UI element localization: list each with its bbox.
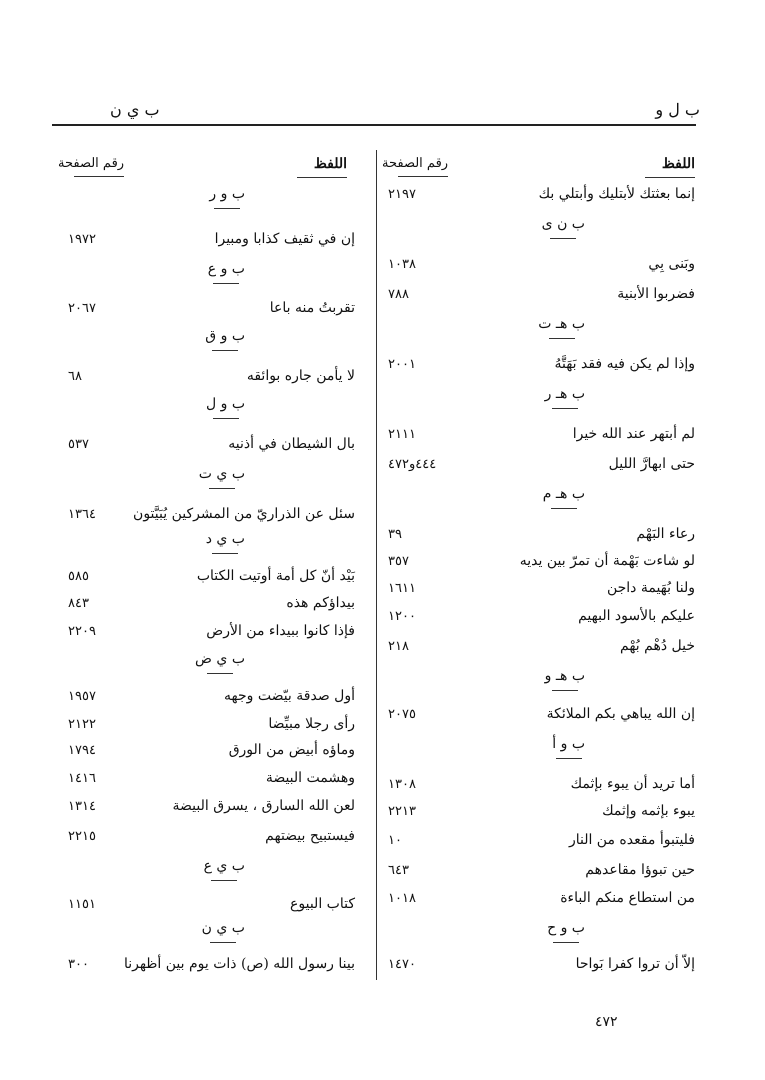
index-entry: بَيْد أنّ كل أمة أوتيت الكتاب [196,568,355,584]
index-entry: إن في ثقيف كذابا ومبيرا [214,231,355,247]
index-entry: حتى ابهارَّ الليل [608,456,695,472]
index-entry: بينا رسول الله (ص) ذات يوم بين أظهرنا [123,956,355,972]
root-heading: ب ي ض [195,651,245,674]
index-entry: إنما بعثتك لأبتليك وأبتلي بك [538,186,695,202]
page-reference: ١٠٣٨ [388,257,416,272]
index-entry: ولنا بُهَيمة داجن [606,580,695,596]
index-entry: وإذا لم يكن فيه فقد بَهَتَّهُ [554,356,695,372]
page-reference: ٥٨٥ [68,569,89,584]
index-entry: إن الله يباهي بكم الملائكة [546,706,695,722]
index-entry: لعن الله السارق ، يسرق البيضة [172,798,355,814]
index-entry: فيستبيح بيضتهم [265,828,355,844]
index-entry: يبوء بإثمه وإثمك [602,803,695,819]
header-divider [52,124,696,126]
page-reference: ٢١١١ [388,427,416,442]
index-entry: أول صدقة بيّضت وجهه [224,688,355,704]
index-entry: إلاّ أن تروا كفرا بَواحا [575,956,695,972]
index-entry: فضربوا الأبنية [617,286,695,302]
page-reference: ٦٨ [68,369,82,384]
page-reference: ١٩٥٧ [68,689,96,704]
page-reference: ٢٢١٣ [388,804,416,819]
page-number: ٤٧٢ [595,1014,618,1030]
page-reference: ٨٤٣ [68,596,89,611]
index-entry: بيداؤكم هذه [286,595,355,611]
root-heading: ب و ع [208,261,245,284]
column-divider [376,150,377,980]
root-heading: ب ي د [206,531,245,554]
index-entry: فإذا كانوا ببيداء من الأرض [206,623,355,639]
page-reference: ٢٠٦٧ [68,301,96,316]
right-page-header: رقم الصفحة [382,156,448,177]
header-root-left: ب ي ن [110,100,160,119]
page-reference: ١٠١٨ [388,891,416,906]
page-reference: ٢٢٠٩ [68,624,96,639]
root-heading: ب هـ م [543,486,585,509]
index-entry: رعاء البَهْم [636,526,695,542]
header-root-right: ب ل و [655,100,700,119]
left-page-header: رقم الصفحة [58,156,124,177]
page-reference: ١٧٩٤ [68,743,96,758]
right-term-header: اللفظ [645,156,695,178]
page-reference: ١٤٧٠ [388,957,416,972]
page-reference: ١٠ [388,833,402,848]
page-reference: ٤٤٤و٤٧٢ [388,457,437,472]
page-reference: ٣٥٧ [388,554,409,569]
index-entry: كتاب البيوع [290,896,355,912]
page-reference: ٧٨٨ [388,287,409,302]
page-reference: ٢٢١٥ [68,829,96,844]
index-entry: أما تريد أن يبوء بإثمك [570,776,695,792]
page-reference: ٢٠٧٥ [388,707,416,722]
page-reference: ٢١٢٢ [68,717,96,732]
page-reference: ١٣٦٤ [68,507,96,522]
index-entry: تقربتُ منه باعا [269,300,355,316]
root-heading: ب و ر [209,186,245,209]
page-reference: ٢١٨ [388,639,409,654]
index-entry: لم أبتهر عند الله خيرا [572,426,695,442]
index-entry: وماؤه أبيض من الورق [228,742,355,758]
index-entry: عليكم بالأسود البهيم [578,608,695,624]
page-reference: ١٤١٦ [68,771,96,786]
page-reference: ٢١٩٧ [388,187,416,202]
root-heading: ب هـ ر [545,386,585,409]
page-reference: ١٢٠٠ [388,609,416,624]
index-entry: وبَنى بِي [648,256,695,272]
root-heading: ب و أ [552,736,585,759]
page-reference: ١٣١٤ [68,799,96,814]
index-entry: من استطاع منكم الباءة [560,890,695,906]
root-heading: ب ن ى [542,216,585,239]
page-reference: ٣٠٠ [68,957,89,972]
page-reference: ١٣٠٨ [388,777,416,792]
page-reference: ١١٥١ [68,897,96,912]
page-reference: ١٩٧٢ [68,232,96,247]
index-entry: لا يأمن جاره بوائقه [246,368,355,384]
index-entry: خيل دُهْم بُهْم [620,638,695,654]
index-entry: فليتبوأ مقعده من النار [568,832,695,848]
index-entry: بال الشيطان في أذنيه [228,436,355,452]
root-heading: ب هـ ت [538,316,585,339]
root-heading: ب ي ت [199,466,245,489]
page-reference: ١٦١١ [388,581,416,596]
root-heading: ب و ح [547,920,585,943]
page-reference: ٢٠٠١ [388,357,416,372]
page-reference: ٦٤٣ [388,863,409,878]
index-entry: رأى رجلا مبيِّضا [268,716,355,732]
page-reference: ٥٣٧ [68,437,89,452]
root-heading: ب و ل [206,396,245,419]
left-term-header: اللفظ [297,156,347,178]
root-heading: ب ي ن [202,920,245,943]
index-entry: وهشمت البيضة [265,770,355,786]
index-entry: سئل عن الذراريّ من المشركين يُبَيَّتون [133,506,355,522]
page-reference: ٣٩ [388,527,402,542]
root-heading: ب و ق [205,328,245,351]
root-heading: ب هـ و [545,668,585,691]
root-heading: ب ي ع [204,858,245,881]
index-entry: لو شاءت بَهْمة أن تمرّ بين يديه [519,553,695,569]
index-entry: حين تبوؤا مقاعدهم [585,862,695,878]
